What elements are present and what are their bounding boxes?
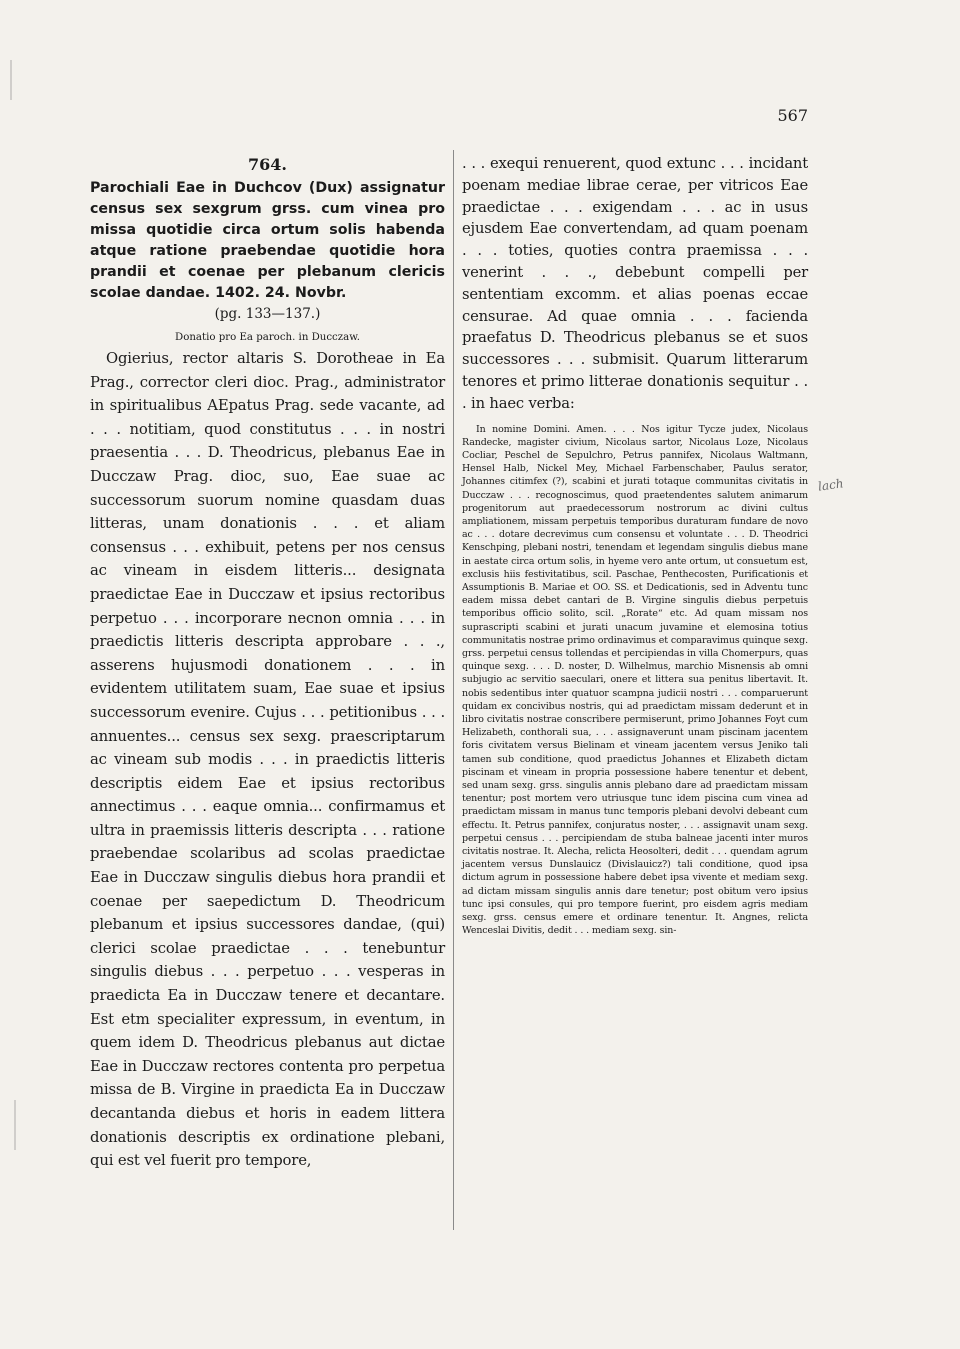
- rubric: Donatio pro Ea paroch. in Ducczaw.: [175, 332, 360, 343]
- page-number: 567: [777, 106, 808, 125]
- left-column: [90, 155, 445, 1173]
- left-body-text: Ogierius, rector altaris S. Dorotheae in Ea Prag., corrector cleri dioc. Prag., administrator in spiritualibus AEpatus Prag. sede vacante, ad . . . notitiam, quod constitutus . . . in nostri praesentia . . . D. Theodricus, plebanus Eae in Ducczaw Prag. dioc, suo, Eae suae ac successorum suorum nomine quasdam duas litteras, unam donationis . . . et aliam consensus . . . exhibuit, petens per nos census ac vineam in eisdem litteris... designata praedictae Eae in Ducczaw et ipsius rectoribus perpetuo . . . incorporare necnon omnia . . . in praedictis litteris descripta approbare . . ., asserens hujusmodi donationem . . . in evidentem utilitatem suam, Eae suae et ipsius successorum evenire. Cujus . . . petitionibus . . . annuentes... census sex sexg. praescriptarum ac vineam sub modis . . . in praedictis litteris descriptis eidem Eae et ipsius rectoribus annectimus . . . eaque omnia... confirmamus et ultra in praemissis litteris descripta . . . ratione praebendae scolaribus ad scolas praedictae Eae in Ducczaw singulis diebus hora prandii et coenae per saepedictum D. Theodricum plebanum et ipsius successores dandae, (qui) clerici scolae praedictae . . . tenebuntur singulis diebus . . . perpetuo . . . vesperas in praedicta Ea in Ducczaw tenere et decantare. Est etm specialiter expressum, in eventum, in quem idem D. Theodricus plebanus aut dictae Eae in Ducczaw rectores contenta pro perpetua missa de B. Virgine in praedicta Ea in Ducczaw decantanda diebus et horis in eadem littera donationis descriptis ex ordinatione plebani, qui est vel fuerit pro tempore,: [90, 350, 445, 1170]
- column-divider: [453, 150, 454, 1230]
- pages-reference: (pg. 133—137.): [214, 306, 321, 322]
- scan-mark: [10, 60, 12, 100]
- right-small-text: In nomine Domini. Amen. . . . Nos igitur Tycze judex, Nicolaus Randecke, magister civium, Nicolaus sartor, Nicolaus Loze, Nicolaus Cocliar, Peschel de Sepulchro, Petrus pannifex, Nicolaus Waltmann, Hensel Halb, Nickel Mey, Michael Farbenschaber, Paulus serator, Johannes citimfex (?), scabini et jurati totaque communitas civitatis in Ducczaw . . . recognoscimus, quod praetendentes salutem animarum progenitorum aut praedecessorum nostrorum ac divini cultus ampliationem, missam perpetuis temporibus duraturam fundare de novo ac . . . dotare decrevimus cum consensu et voluntate . . . D. Theodrici Kenschping, plebani nostri, tenendam et legendam singulis diebus mane in aestate circa ortum solis, in hyeme vero ante ortum, ut consuetum est, exclusis hiis festivitatibus, scil. Paschae, Penthecosten, Purificationis et Assumptionis B. Mariae et OO. SS. et Dedicationis, sed in Adventu tunc eadem missa debet cantari de B. Virgine singulis diebus perpetuis temporibus officio solito, scil. „Rorate“ etc. Ad quam missam nos suprascripti scabini et jurati unacum juvamine et elemosina totius communitatis nostrae primo ordinavimus et comparavimus quinque sexg. grss. perpetui census tollendas et percipiendas in villa Chomerpurs, quas quinque sexg. . . . D. noster, D. Wilhelmus, marchio Misnensis ab omni subjugio ac servitio saeculari, onere et littera sua penitus libertavit. It. nobis sedentibus inter quatuor scampna judicii nostri . . . comparuerunt quidam ex concivibus nostris, qui ad praedictam missam dederunt et in libro civitatis nostrae conscribere permiserunt, primo Johannes Foyt cum Helizabeth, conthorali sua, . . . assignaverunt unam piscinam jacentem foris civitatem versus Bielinam et vineam jacentem versus Jeniko tali tamen sub conditione, quod praedictus Johannes et Elizabeth dictam piscinam et vineam in propria possessione habere tenentur et debent, sed unam sexg. grss. singulis annis plebano dare ad praedictam missam tenentur; post mortem vero utriusque tunc idem piscina cum vinea ad praedictam missam in manus tunc temporis plebani devolvi debeant cum effectu. It. Petrus pannifex, conjuratus noster, . . . assignavit unam sexg. perpetui census . . . percipiendam de stuba balneae jacenti inter muros civitatis nostrae. It. Alecha, relicta Heosolteri, dedit . . . quendam agrum jacentem versus Dunslauicz (Divislauicz?) tali conditione, quod ipsa dictum agrum in possessione habere debet ipsa vivente et mediam sexg. ad dictam missam singulis annis dare tenetur; post obitum vero ipsius tunc ipsi consules, qui pro tempore fuerint, pro eisdem agris mediam sexg. grss. census emere et ordinare tenentur. It. Angnes, relicta Wenceslai Divitis, dedit . . . mediam sexg. sin-: [462, 423, 808, 937]
- scan-mark: [14, 1100, 16, 1150]
- handwritten-margin-note: lach: [817, 476, 845, 494]
- document-number: 764.: [248, 155, 287, 174]
- right-body-text: . . . exequi renuerent, quod extunc . . . incidant poenam mediae librae cerae, per vitricos Eae praedictae . . . exigendam . . . ac in usus ejusdem Eae convertendam, ad quam poenam . . . toties, quoties contra praemissa . . . venerint . . ., debebunt compelli per sententiam excomm. et alias poenas eccae censurae. Ad quae omnia . . . facienda praefatus D. Theodricus plebanus se et suos successores . . . submisit. Quarum litterarum tenores et primo litterae donationis sequitur . . . in haec verba:: [462, 155, 808, 412]
- document-heading: Parochiali Eae in Duchcov (Dux) assignatur census sex sexgrum grss. cum vinea pro missa quotidie circa ortum solis habenda atque ratione praebendae quotidie hora prandii et coenae per plebanum clericis scolae dandae. 1402. 24. Novbr.: [90, 180, 445, 301]
- right-column: [462, 153, 808, 937]
